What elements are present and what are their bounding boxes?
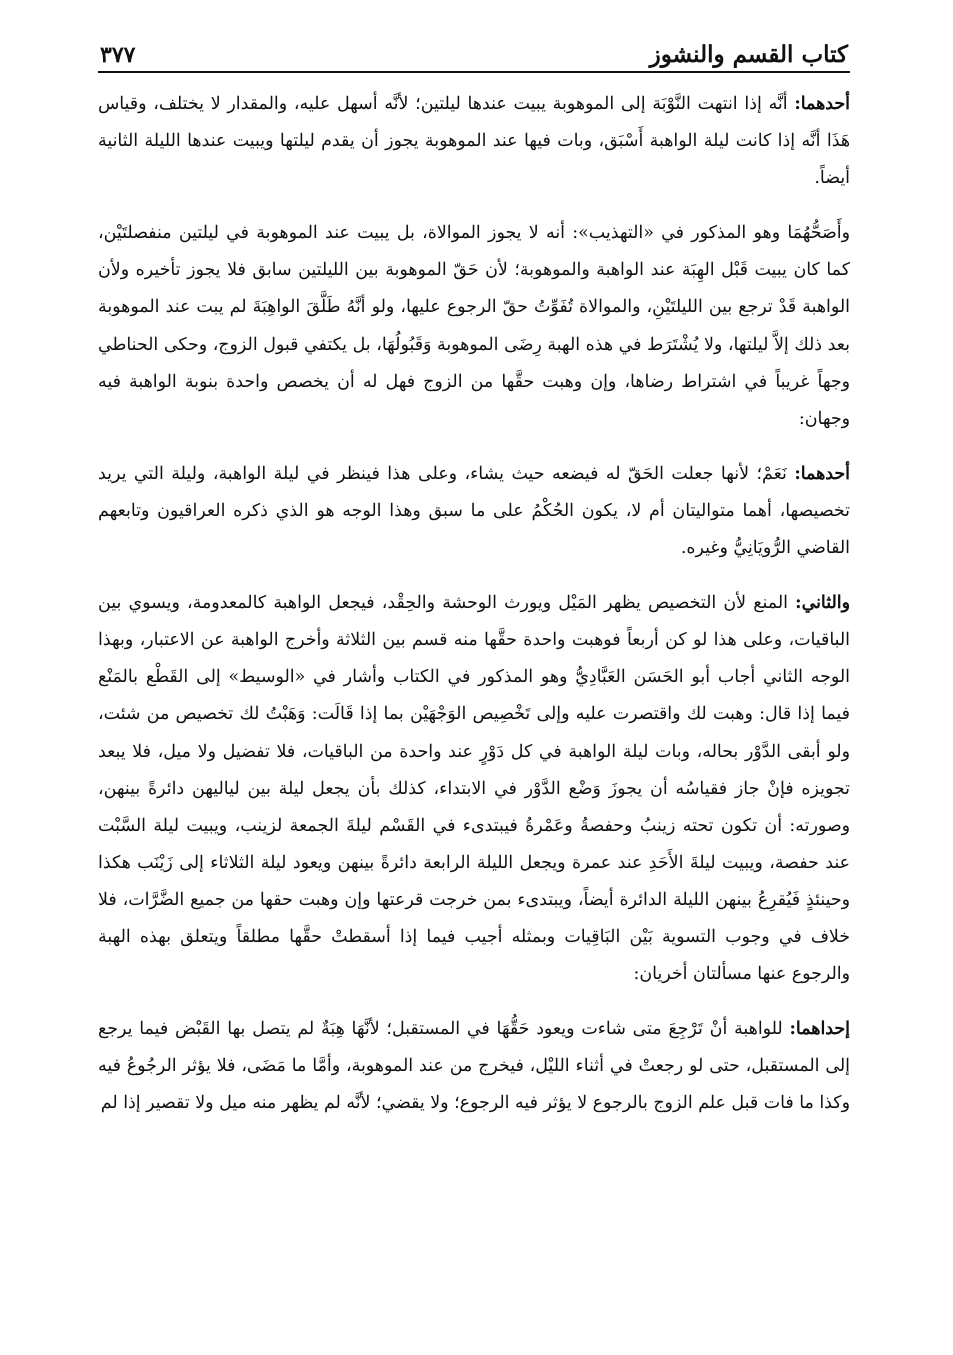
chapter-title: كتاب القسم والنشوز (649, 41, 848, 68)
paragraph-2 (98, 215, 850, 438)
paragraph-text: نَعَمْ؛ لأنها جعلت الحَقّ له فيضعه حيث يشاء، وعلى هذا فينظر في ليلة الواهبة، وليلة التي يريد تخصيصها، أهما متواليتان أم لا، يكون الحُكْمُ على ما سبق وهذا الوجه هو الذي ذكره العراقيون وتابعهم القاضي الرُّويَانِيُّ وغيره. (98, 463, 850, 559)
paragraph-label: والثاني: (795, 593, 851, 614)
paragraph-label: إحداهما: (789, 1019, 850, 1040)
paragraph-label: أحدهما: (794, 94, 850, 114)
page-number: ٣٧٧ (100, 42, 136, 68)
paragraph-text: للواهبة أنْ تَرْجِعَ متى شاءت ويعود حَقُّهَا في المستقبل؛ لأنَّهَا هِبَةٌ لم يتصل بها القَبْض فيما يرجع إلى المستقبل، حتى لو رجعتْ في أثناء الليْل، فيخرج من عند الموهوبة، وأمَّا ما مَضَى، فلا يؤثر الرجُوعُ فيه وكذا ما فات قبل علم الزوج بالرجوع لا يؤثر فيه الرجوع؛ ولا يقضي؛ لأنَّه لم يظهر منه ميل ولا تقصير إذا لم (98, 1019, 850, 1114)
body-text (98, 86, 850, 1122)
paragraph-text: المنع لأن التخصيص يظهر المَيْل ويورث الوحشة والحِقْد، فيجعل الواهبة كالمعدومة، ويسوي بين الباقيات، وعلى هذا لو كن أربعاً فوهبت واحدة حقَّها منه قسم بين الثلاثة وأخرج الواهبة عن الاعتبار، وبهذا الوجه الثاني أجاب أبو الحَسَن العَبَّادِيُّ وهو المذكور في الكتاب وأشار في «الوسيط» إلى القَطْع بالمَنْع فيما إذا قال: وهبت لك واقتصرت عليه وإلى تَخْصِيص الوَجْهَيْن بما إذا قَالَت: وَهَبْتُ لك تخصيص من شئت، ولو أبقى الدَّوْر بحاله، وبات ليلة الواهبة في كل دَوْرٍ عند واحدة من الباقيات، فلا تفضيل ولا ميل، فلا يبعد تجويزه فإنْ جاز فقياسُه أن يجوزَ وَضْع الدَّوْر في الابتداء، كذلك بأن يجعل ليلة بين لياليهن دائرةً بينهن، وصورته: أن تكون تحته زينبُ وحفصةُ وعَمْرةُ فيبتدىء في القَسْم ليلةَ الجمعة لزينب، ويبيت ليلة السَّبْت عند حفصة، ويبيت ليلةَ الأَحَدِ عند عمرة ويجعل الليلة الرابعة دائرةً بينهن ويعود ليلة الثلاثاء إلى زَيْنَب هكذا وحينئذٍ فَيُقرِعُ بينهن الليلة الدائرة أيضاً، ويبتدىء بمن خرجت قرعتها وإن وهبت حقها من جميع الضَّرَّات، فلا خلاف في وجوب التسوية بَيْن البَاقِيات وبمثله أجيب فيما إذا أسقطتْ حقَّها مطلقاً ويتعلق بهذه الهبة والرجوع عنها مسألتان أخريان: (98, 593, 850, 985)
paragraph-1 (98, 86, 850, 197)
paragraph-4 (98, 585, 850, 993)
running-header (100, 32, 848, 68)
paragraph-text: أنَّه إذا انتهت النَّوْبَة إلى الموهوبة يبيت عندها ليلتين؛ لأنَّه أسهل عليه، والمقدار لا يختلف، وقياس هَذَا أنَّه إذا كانت ليلة الواهبة أَسْبَق، وبات فيها عند الموهوبة يجوز أن يقدم ليلتها ويبيت عندها الليلة الثانية أيضاً. (98, 94, 850, 189)
paragraph-5 (98, 1011, 850, 1122)
paragraph-label: أحدهما: (794, 463, 850, 484)
paragraph-3 (98, 456, 850, 567)
header-rule (98, 71, 850, 73)
paragraph-text: وأَصَحُّهُمَا وهو المذكور في «التهذيب»: أنه لا يجوز الموالاة، بل يبيت عند الموهوبة في ليلتين منفصلتَيْن، كما كان يبيت قَبْل الهِبَة عند الواهبة والموهوبة؛ لأن حَقّ الموهوبة بين الليلتين سابق فلا يجوز تأخيره ولأن الواهبة قَدْ ترجع بين الليلتَيْنِ، والموالاة تُفَوِّتُ حقّ الرجوع عليها، ولو أنَّهُ طَلَّقَ الواهِبَةَ لم يبت عند الموهوبة بعد ذلك إلاَّ ليلتها، ولا يُشْتَرَط في هذه الهبة رِضَى الموهوبة وَقَبُولُهَا، بل يكتفي قبول الزوج، وحكى الحناطي وجهاً غريباً في اشتراط رضاها، وإن وهبت حقَّها من الزوج فهل له أن يخصص واحدة بنوبة الواهبة فيه وجهان: (98, 223, 850, 429)
